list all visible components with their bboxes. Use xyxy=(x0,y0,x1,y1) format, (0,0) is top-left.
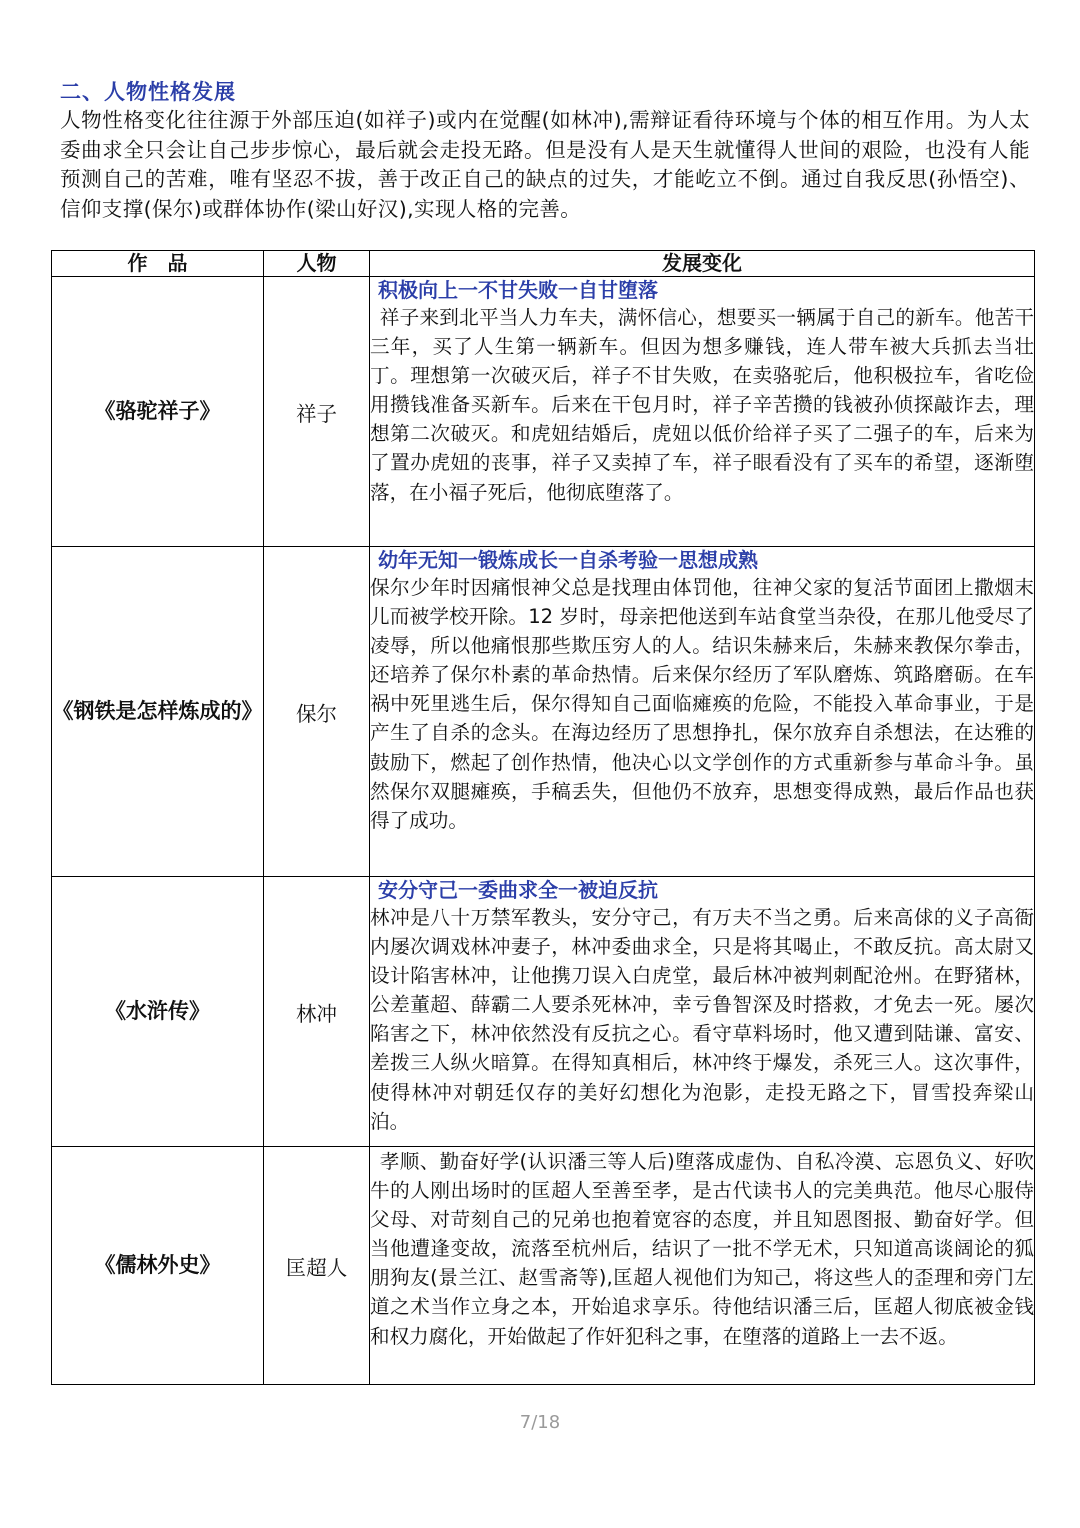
development-subtitle: 幼年无知一锻炼成长一自杀考验一思想成熟 xyxy=(378,548,758,572)
character-name: 祥子 xyxy=(264,277,370,547)
development-text: 保尔少年时因痛恨神父总是找理由体罚他，往神父家的复活节面团上撒烟末儿而被学校开除。12 岁时，母亲把他送到车站食堂当杂役，在那儿他受尽了凌辱，所以他痛恨那些欺压穷人的人。结识朱赫来后，朱赫来教保尔拳击，还培养了保尔朴素的革命热情。后来保尔经历了军队磨炼、筑路磨砺。在车祸中死里逃生后，保尔得知自己面临瘫痪的危险，不能投入革命事业，于是产生了自杀的念头。在海边经历了思想挣扎，保尔放弃自杀想法，在达雅的鼓励下，燃起了创作热情，他决心以文学创作的方式重新参与革命斗争。虽然保尔双腿瘫痪，手稿丢失，但他仍不放弃，思想变得成熟，最后作品也获得了成功。 xyxy=(370,576,1034,832)
header-character: 人物 xyxy=(264,251,370,277)
development-cell xyxy=(370,1147,1035,1385)
development-cell xyxy=(370,877,1035,1147)
header-development: 发展变化 xyxy=(370,251,1035,277)
page-number: 7/18 xyxy=(519,1412,561,1433)
table-row xyxy=(52,277,1035,547)
section-intro: 人物性格变化往往源于外部压迫(如祥子)或内在觉醒(如林冲),需辩证看待环境与个体的相互作用。为人太委曲求全只会让自己步步惊心，最后就会走投无路。但是没有人是天生就懂得人世间的艰险，也没有人能预测自己的苦难，唯有坚忍不拔，善于改正自己的缺点的过失，才能屹立不倒。通过自我反思(孙悟空)、信仰支撑(保尔)或群体协作(梁山好汉),实现人格的完善。 xyxy=(60,108,1030,221)
character-name: 保尔 xyxy=(264,547,370,877)
character-name: 匡超人 xyxy=(264,1147,370,1385)
development-cell xyxy=(370,277,1035,547)
development-text: 祥子来到北平当人力车夫，满怀信心，想要买一辆属于自己的新车。他苦干三年，买了人生第一辆新车。但因为想多赚钱，连人带车被大兵抓去当壮丁。理想第一次破灭后，祥子不甘失败，在卖骆驼后，他积极拉车，省吃俭用攒钱准备买新车。后来在干包月时，祥子辛苦攒的钱被孙侦探敲诈去，理想第二次破灭。和虎妞结婚后，虎妞以低价给祥子买了二强子的车，后来为了置办虎妞的丧事，祥子又卖掉了车，祥子眼看没有了买车的希望，逐渐堕落，在小福子死后，他彻底堕落了。 xyxy=(370,306,1034,504)
table-header-row xyxy=(52,251,1035,277)
development-subtitle: 积极向上一不甘失败一自甘堕落 xyxy=(378,278,658,302)
work-title: 《钢铁是怎样炼成的》 xyxy=(52,547,264,877)
development-cell xyxy=(370,547,1035,877)
header-work: 作 品 xyxy=(52,251,264,277)
work-title: 《水浒传》 xyxy=(52,877,264,1147)
section-title: 二、人物性格发展 xyxy=(60,80,236,104)
development-text: 孝顺、勤奋好学(认识潘三等人后)堕落成虚伪、自私冷漠、忘恩负义、好吹牛的人刚出场时的匡超人至善至孝，是古代读书人的完美典范。他尽心服侍父母、对苛刻自己的兄弟也抱着宽容的态度，并且知恩图报、勤奋好学。但当他遭逢变故，流落至杭州后，结识了一批不学无术，只知道高谈阔论的狐朋狗友(景兰江、赵雪斋等),匡超人视他们为知己，将这些人的歪理和旁门左道之术当作立身之本，开始追求享乐。待他结识潘三后，匡超人彻底被金钱和权力腐化，开始做起了作奸犯科之事，在堕落的道路上一去不返。 xyxy=(370,1150,1034,1348)
table-row xyxy=(52,1147,1035,1385)
character-development-table xyxy=(51,250,1035,1385)
character-name: 林冲 xyxy=(264,877,370,1147)
work-title: 《骆驼祥子》 xyxy=(52,277,264,547)
table-row xyxy=(52,877,1035,1147)
development-subtitle: 安分守己一委曲求全一被迫反抗 xyxy=(378,878,658,902)
work-title: 《儒林外史》 xyxy=(52,1147,264,1385)
development-text: 林冲是八十万禁军教头，安分守己，有万夫不当之勇。后来高俅的义子高衙内屡次调戏林冲妻子，林冲委曲求全，只是将其喝止，不敢反抗。高太尉又设计陷害林冲，让他携刀误入白虎堂，最后林冲被判刺配沧州。在野猪林，公差董超、薛霸二人要杀死林冲，幸亏鲁智深及时搭救，才免去一死。屡次陷害之下，林冲依然没有反抗之心。看守草料场时，他又遭到陆谦、富安、差拨三人纵火暗算。在得知真相后，林冲终于爆发，杀死三人。这次事件，使得林冲对朝廷仅存的美好幻想化为泡影，走投无路之下，冒雪投奔梁山泊。 xyxy=(370,906,1034,1133)
table-row xyxy=(52,547,1035,877)
